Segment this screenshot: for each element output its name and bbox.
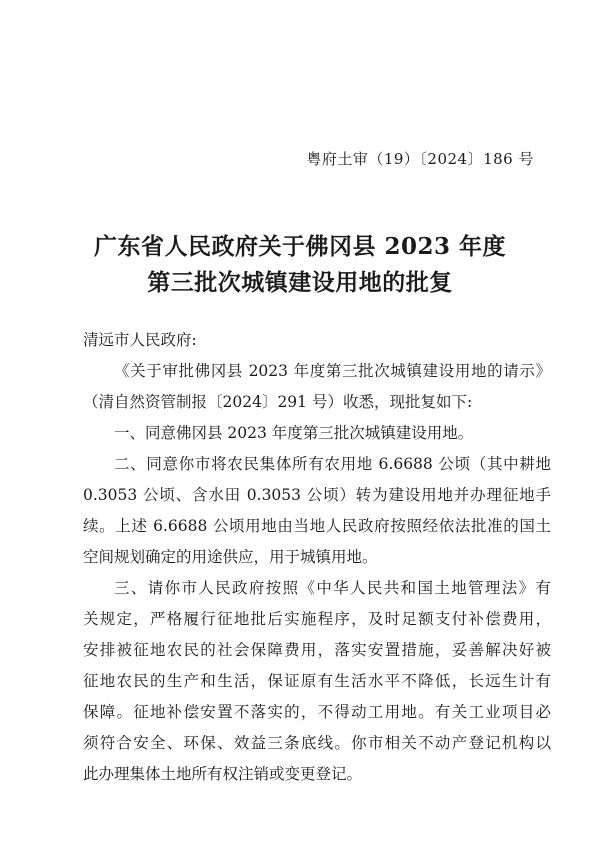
document-title-line-2: 第三批次城镇建设用地的批复 — [147, 269, 453, 296]
paragraph-item-2 — [83, 449, 551, 573]
paragraph-line: 征地农民的生产和生活，保证原有生活水平不降低，长远生计有 — [83, 672, 551, 690]
paragraph-line: 空间规划确定的用途供应，用于城镇用地。 — [83, 548, 378, 566]
paragraph-line: （清自然资管制报〔2024〕291 号）收悉，现批复如下: — [83, 393, 473, 411]
paragraph-line: 一、同意佛冈县 2023 年度第三批次城镇建设用地。 — [114, 424, 474, 442]
paragraph-line: 《关于审批佛冈县 2023 年度第三批次城镇建设用地的请示》 — [114, 362, 551, 380]
paragraph-line: 保障。征地补偿安置不落实的，不得动工用地。有关工业项目必 — [83, 703, 551, 721]
paragraph-item-1 — [83, 418, 551, 449]
addressee: 清远市人民政府: — [83, 331, 197, 349]
paragraph-line: 0.3053 公顷、含水田 0.3053 公顷）转为建设用地并办理征地手 — [83, 486, 551, 504]
paragraph-item-3 — [83, 573, 551, 790]
document-number: 粤府土审（19）〔2024〕186 号 — [306, 150, 534, 168]
paragraph-line: 安排被征地农民的社会保障费用，落实安置措施，妥善解决好被 — [83, 641, 551, 659]
paragraph-request — [83, 356, 551, 418]
paragraph-line: 须符合安全、环保、效益三条底线。你市相关不动产登记机构以 — [83, 734, 551, 752]
paragraph-line: 三、请你市人民政府按照《中华人民共和国土地管理法》有 — [114, 579, 551, 597]
paragraph-line: 续。上述 6.6688 公顷用地由当地人民政府按照经依法批准的国土 — [83, 517, 551, 535]
paragraph-line: 关规定，严格履行征地批后实施程序，及时足额支付补偿费用， — [83, 610, 551, 628]
document-title-line-1: 广东省人民政府关于佛冈县 2023 年度 — [93, 233, 507, 260]
paragraph-line: 此办理集体土地所有权注销或变更登记。 — [83, 765, 363, 783]
paragraph-line: 二、同意你市将农民集体所有农用地 6.6688 公顷（其中耕地 — [114, 455, 551, 473]
